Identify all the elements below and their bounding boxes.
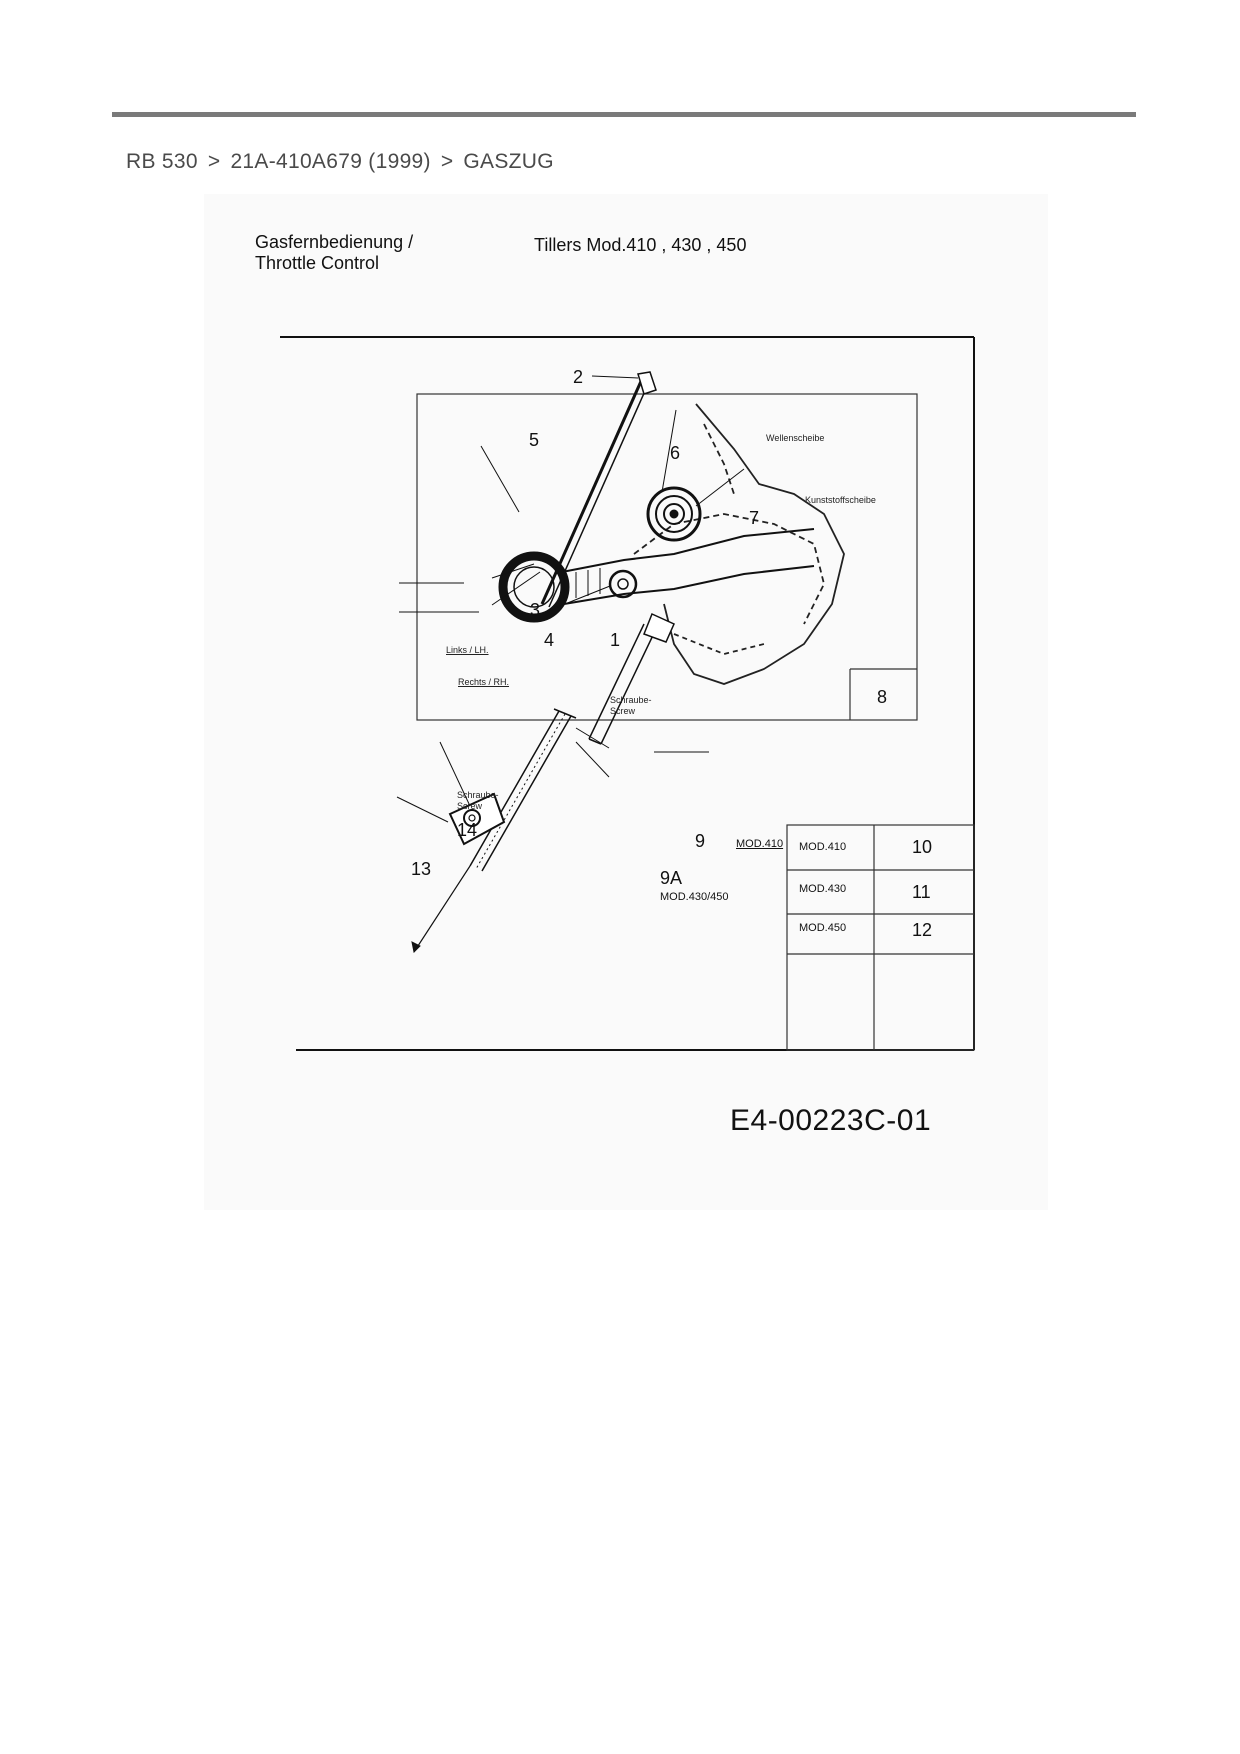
diagram-title-en: Throttle Control bbox=[255, 253, 380, 273]
breadcrumb-item-section: GASZUG bbox=[463, 150, 554, 173]
screw-1 bbox=[610, 571, 636, 597]
table-model-3: MOD.450 bbox=[799, 922, 847, 934]
label-rechts: Rechts / RH. bbox=[458, 677, 510, 687]
callout-2: 2 bbox=[573, 367, 584, 387]
diagram-title-de: Gasfernbedienung / bbox=[255, 232, 414, 252]
cable-upper bbox=[589, 614, 674, 744]
callout-9a: 9A bbox=[660, 868, 683, 888]
top-divider bbox=[112, 112, 1136, 117]
callout-14: 14 bbox=[457, 820, 478, 840]
callout-3: 3 bbox=[530, 600, 541, 620]
callout-9: 9 bbox=[695, 831, 706, 851]
breadcrumb-separator: > bbox=[207, 150, 221, 173]
label-mod430-450-cable: MOD.430/450 bbox=[660, 891, 729, 903]
parts-diagram bbox=[204, 194, 1048, 1210]
callout-5: 5 bbox=[529, 430, 540, 450]
breadcrumb-item-variant[interactable]: 21A-410A679 (1999) bbox=[230, 150, 431, 173]
callout-13: 13 bbox=[411, 859, 432, 879]
document-number: E4-00223C-01 bbox=[730, 1104, 932, 1137]
label-schraube-2: Schraube- bbox=[457, 790, 499, 800]
cable-lower bbox=[412, 709, 576, 952]
callout-1: 1 bbox=[610, 630, 621, 650]
callout-7: 7 bbox=[749, 508, 760, 528]
table-model-1: MOD.410 bbox=[799, 841, 847, 853]
label-screw-1: Screw bbox=[610, 706, 636, 716]
diagram-models: Tillers Mod.410 , 430 , 450 bbox=[534, 235, 747, 255]
model-table-grid bbox=[787, 825, 974, 1050]
table-part-1: 10 bbox=[912, 837, 933, 857]
detail-box bbox=[417, 394, 917, 720]
callout-4: 4 bbox=[544, 630, 555, 650]
callout-6: 6 bbox=[670, 443, 681, 463]
callout-8: 8 bbox=[877, 687, 888, 707]
table-model-2: MOD.430 bbox=[799, 883, 847, 895]
table-part-3: 12 bbox=[912, 920, 933, 940]
breadcrumb-item-model[interactable]: RB 530 bbox=[126, 150, 198, 173]
pivot-spring bbox=[648, 488, 700, 540]
label-mod410-cable: MOD.410 bbox=[736, 838, 784, 850]
breadcrumb bbox=[126, 150, 554, 174]
leader-lines bbox=[397, 376, 744, 822]
label-links: Links / LH. bbox=[446, 645, 489, 655]
label-screw-2: Screw bbox=[457, 801, 483, 811]
table-part-2: 11 bbox=[912, 882, 931, 902]
label-kunststoffscheibe: Kunststoffscheibe bbox=[805, 495, 876, 505]
label-wellenscheibe: Wellenscheibe bbox=[766, 433, 825, 443]
label-schraube-1: Schraube- bbox=[610, 695, 652, 705]
breadcrumb-separator: > bbox=[440, 150, 454, 173]
